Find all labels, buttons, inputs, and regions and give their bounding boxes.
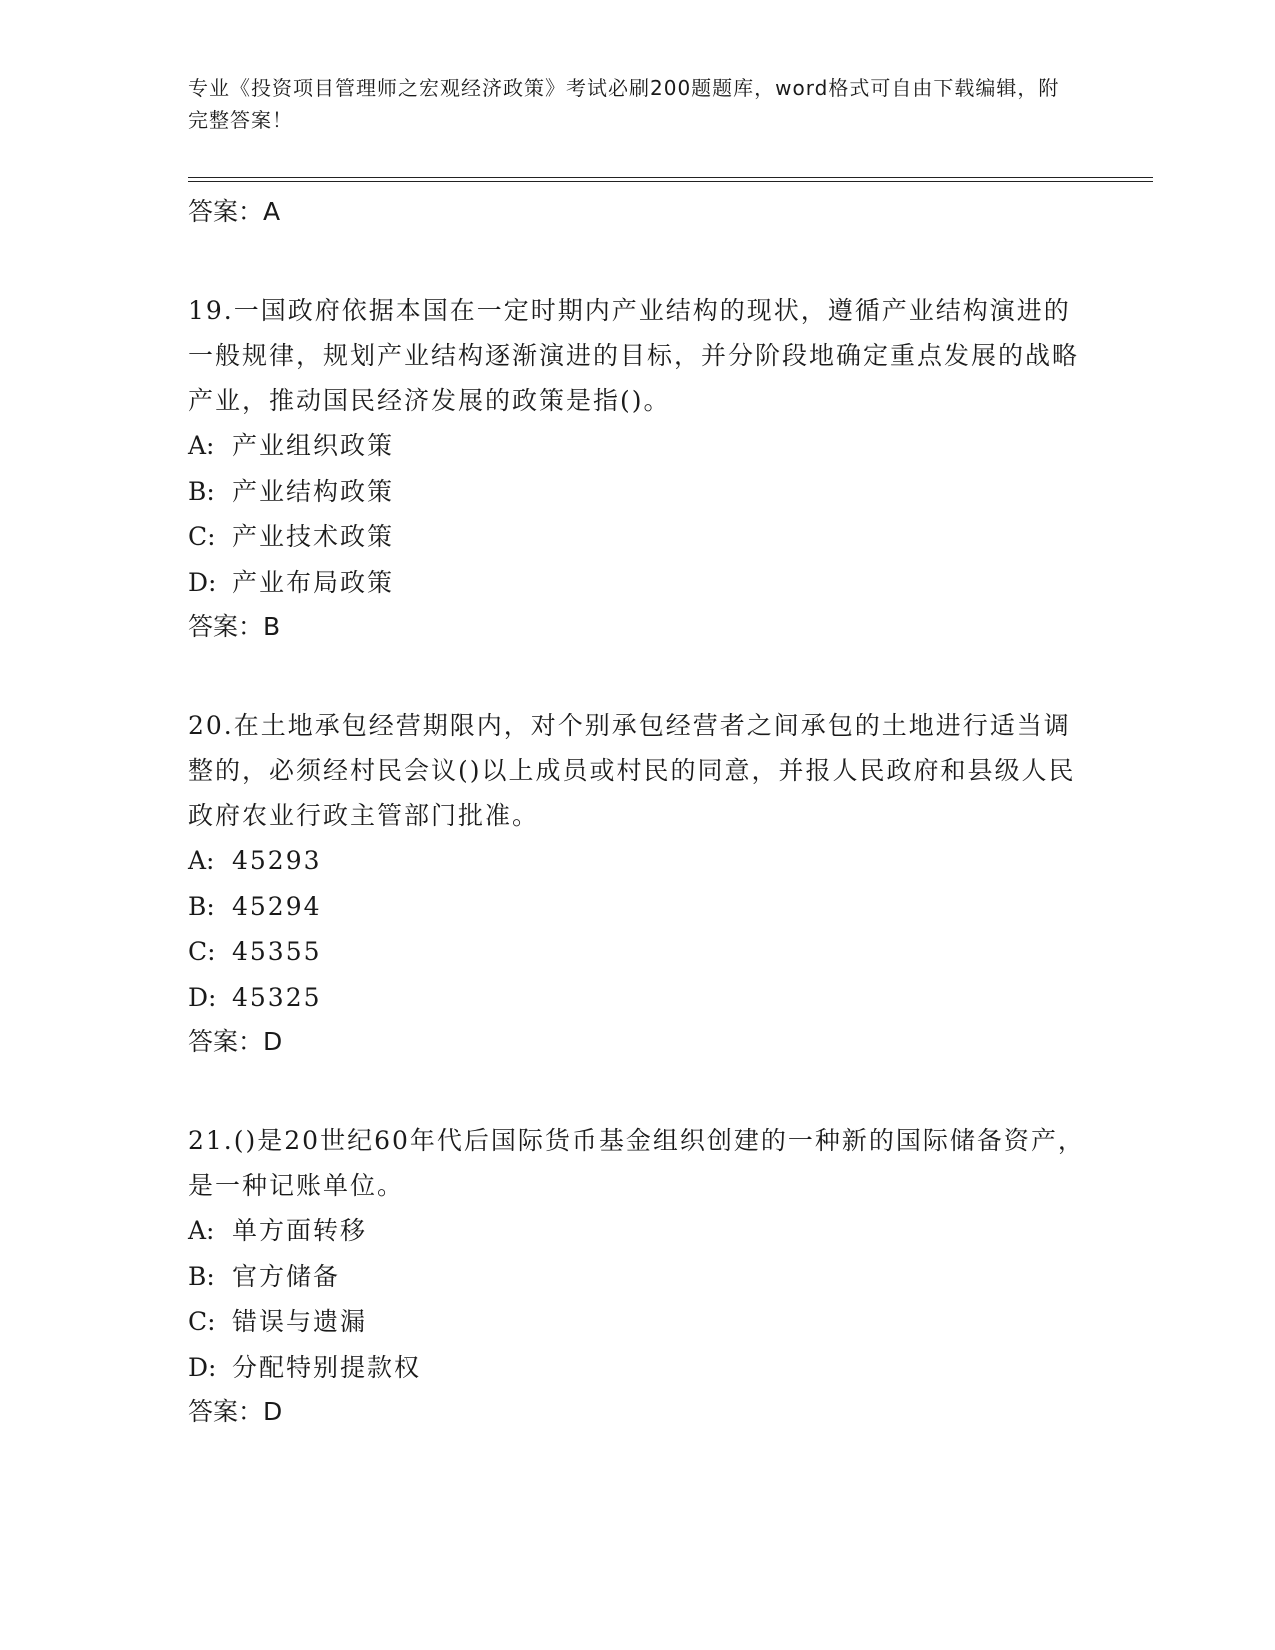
question-19 [188, 288, 1088, 647]
option-c [188, 514, 1088, 560]
option-letter: C: [188, 522, 216, 551]
option-text: 分配特别提款权 [232, 1352, 422, 1382]
option-text: 单方面转移 [232, 1216, 368, 1245]
option-letter: B: [188, 1261, 215, 1291]
option-b [188, 1254, 1088, 1300]
option-d [188, 975, 1088, 1021]
option-letter: A: [188, 431, 215, 460]
option-d [188, 1345, 1088, 1391]
option-text: 45325 [232, 982, 322, 1012]
option-letter: A: [188, 846, 215, 875]
answer-line: 答案：D [188, 1027, 283, 1056]
answer-line: 答案：A [188, 197, 281, 226]
option-text: 错误与遗漏 [232, 1307, 368, 1336]
question-20 [188, 703, 1088, 1062]
option-letter: D: [188, 567, 217, 597]
option-text: 产业组织政策 [232, 431, 395, 460]
option-b [188, 469, 1088, 515]
option-letter: B: [188, 476, 215, 506]
question-21 [188, 1118, 1088, 1432]
question-stem: 20.在土地承包经营期限内，对个别承包经营者之间承包的土地进行适当调整的，必须经村民会议()以上成员或村民的同意，并报人民政府和县级人民政府农业行政主管部门批准。 [188, 711, 1076, 830]
answer-line: 答案：D [188, 1397, 283, 1426]
option-letter: A: [188, 1216, 215, 1245]
option-text: 产业布局政策 [232, 567, 395, 597]
option-text: 45355 [232, 937, 322, 966]
option-a [188, 1208, 1088, 1254]
option-text: 45294 [232, 891, 322, 921]
option-text: 45293 [232, 846, 322, 875]
question-stem: 21.()是20世纪60年代后国际货币基金组织创建的一种新的国际储备资产，是一种记账单位。 [188, 1126, 1085, 1200]
option-a [188, 838, 1088, 884]
option-letter: B: [188, 891, 215, 921]
option-letter: C: [188, 1307, 216, 1336]
option-letter: D: [188, 982, 217, 1012]
option-letter: D: [188, 1352, 217, 1382]
document-body [188, 190, 1088, 1432]
question-stem: 19.一国政府依据本国在一定时期内产业结构的现状，遵循产业结构演进的一般规律，规划产业结构逐渐演进的目标，并分阶段地确定重点发展的战略产业，推动国民经济发展的政策是指()。 [188, 296, 1080, 415]
option-c [188, 1299, 1088, 1345]
option-text: 官方储备 [232, 1261, 341, 1291]
option-b [188, 884, 1088, 930]
page-header: 专业《投资项目管理师之宏观经济政策》考试必刷200题题库，word格式可自由下载编辑，附完整答案！ [188, 76, 1060, 132]
header-divider [188, 177, 1153, 182]
option-text: 产业结构政策 [232, 476, 395, 506]
option-letter: C: [188, 937, 216, 966]
option-a [188, 423, 1088, 469]
option-text: 产业技术政策 [232, 522, 395, 551]
option-d [188, 560, 1088, 606]
option-c [188, 929, 1088, 975]
answer-line: 答案：B [188, 612, 281, 641]
